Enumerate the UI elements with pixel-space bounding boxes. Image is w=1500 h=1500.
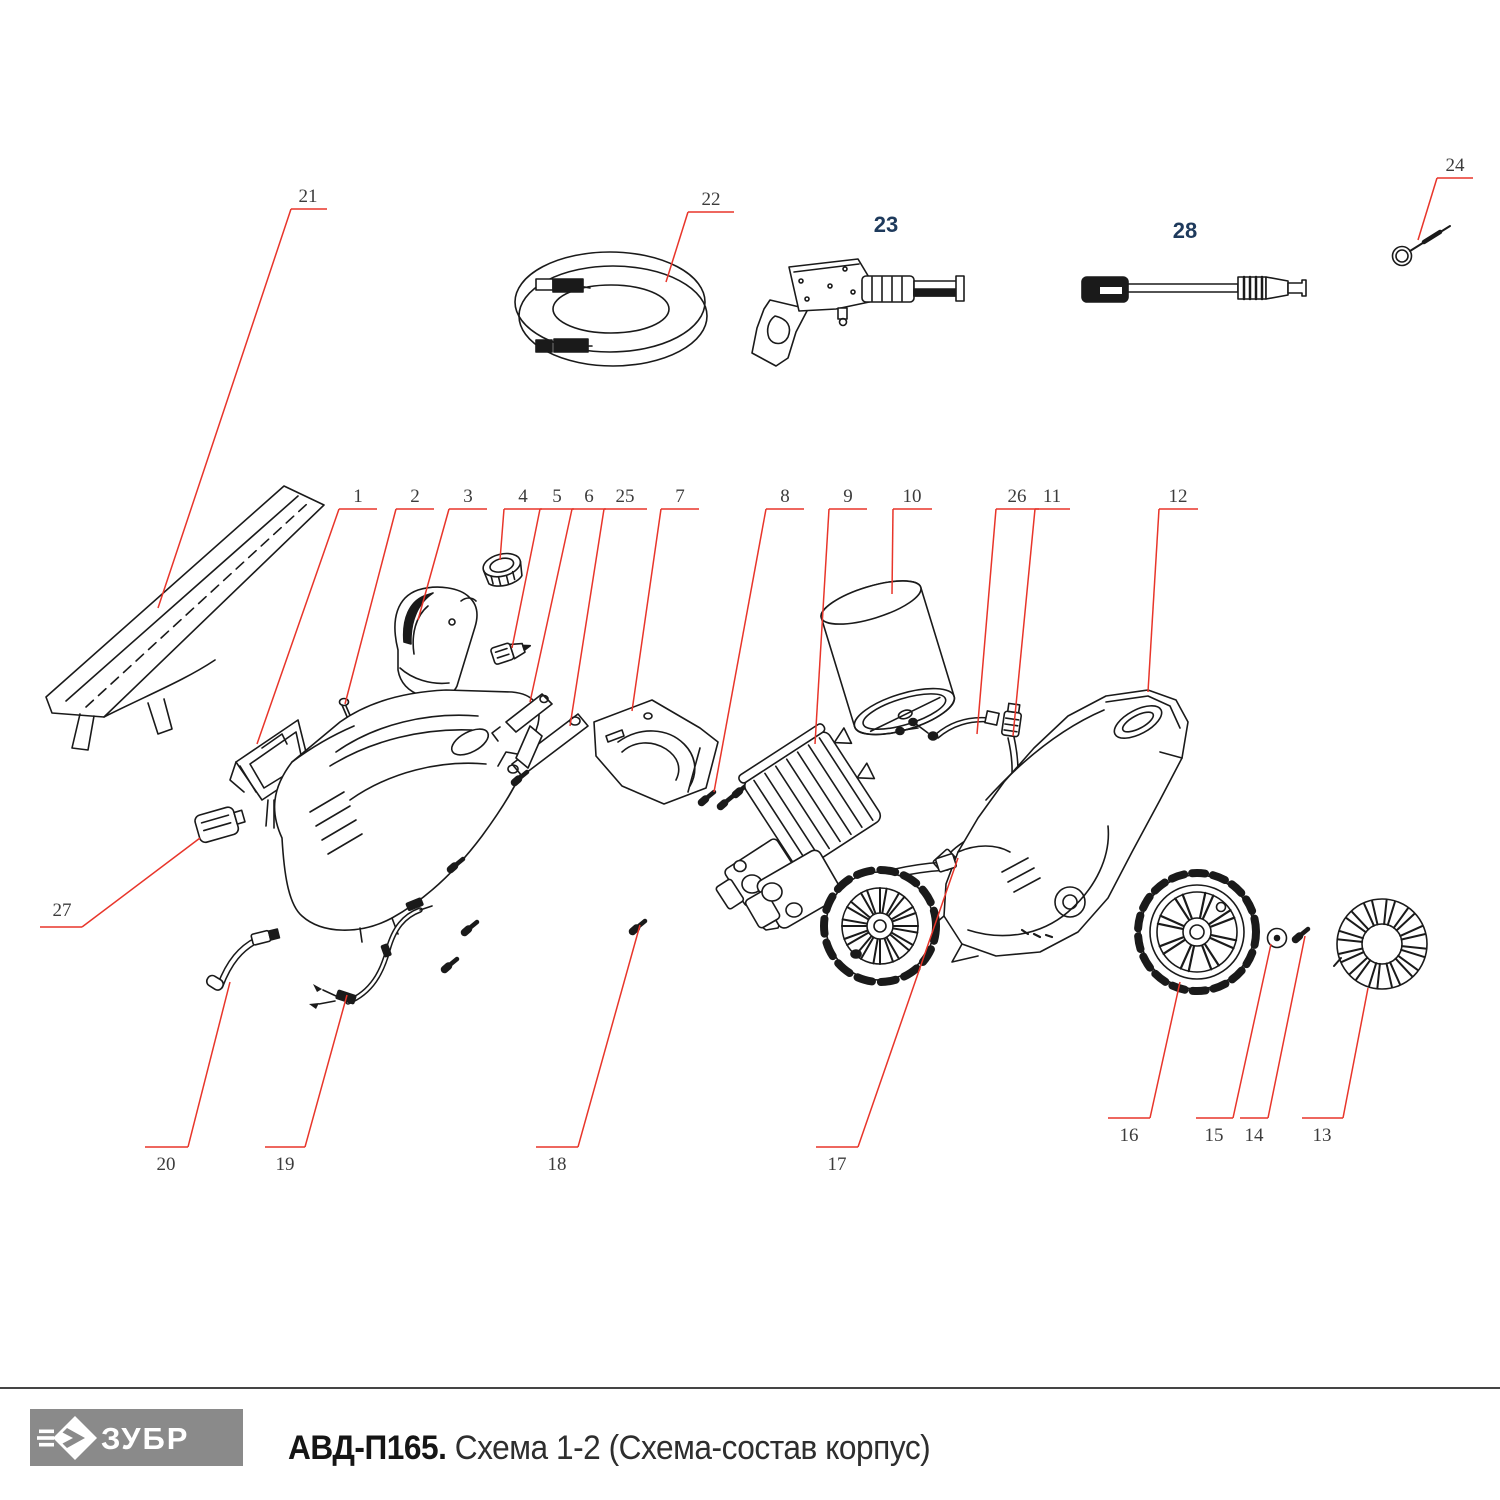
leader-line xyxy=(1343,988,1368,1118)
model-name: АВД-П165. xyxy=(288,1429,447,1467)
part-clip xyxy=(194,804,248,844)
part-wheel xyxy=(1138,873,1256,991)
callout-number: 27 xyxy=(52,900,72,921)
callout-24-cleaning-pin xyxy=(1418,155,1473,240)
callout-26-wire-assembly xyxy=(977,486,1039,734)
logo-bar-icon xyxy=(39,1429,54,1433)
part-high-pressure-hose xyxy=(515,252,707,366)
callout-number: 21 xyxy=(298,186,318,207)
leader-line xyxy=(632,509,661,711)
leader-line xyxy=(1268,936,1305,1118)
part-motor-cover xyxy=(817,572,960,744)
callout-number: 1 xyxy=(353,486,363,507)
leader-line xyxy=(1150,982,1180,1118)
callout-7-mounting-plate xyxy=(632,486,699,711)
part-detergent-tank xyxy=(395,587,477,698)
callout-12-right-housing-half xyxy=(1148,486,1198,692)
leader-line xyxy=(188,982,230,1147)
part-screw-14 xyxy=(1296,929,1309,940)
callout-number: 14 xyxy=(1244,1125,1264,1146)
brand-logo-graphic xyxy=(37,1415,237,1461)
callout-number: 10 xyxy=(902,486,922,507)
part-mounting-plate xyxy=(594,700,718,804)
callout-number: 22 xyxy=(701,189,721,210)
leader-line xyxy=(82,838,200,927)
callout-number: 12 xyxy=(1168,486,1188,507)
leader-line xyxy=(1148,509,1159,692)
callout-number: 13 xyxy=(1312,1125,1332,1146)
brand-logo xyxy=(30,1409,243,1466)
leader-line xyxy=(1013,509,1035,736)
callout-number: 15 xyxy=(1204,1125,1224,1146)
callout-number: 28 xyxy=(1172,218,1198,243)
leader-line xyxy=(345,509,396,704)
leader-line xyxy=(305,995,347,1147)
callout-number: 5 xyxy=(552,486,562,507)
callout-11-outlet-hose xyxy=(1013,486,1070,736)
callout-28-spray-lance xyxy=(1173,218,1197,243)
callout-6-bracket-arm xyxy=(530,486,606,702)
callout-22-high-pressure-hose xyxy=(666,189,734,282)
leader-line xyxy=(570,509,604,726)
callout-number: 8 xyxy=(780,486,790,507)
callout-4-tank-cap xyxy=(500,486,542,560)
brand-logo-text: ЗУБР xyxy=(100,1420,189,1456)
callout-16-wheel xyxy=(1108,982,1180,1146)
callout-27-clip xyxy=(40,838,200,927)
callout-number: 25 xyxy=(615,486,635,507)
callout-number: 18 xyxy=(547,1154,567,1175)
part-spray-lance xyxy=(1082,277,1306,302)
callout-23-spray-gun xyxy=(874,212,898,237)
callout-10-motor-cover xyxy=(892,486,932,594)
callout-20-short-hose xyxy=(145,982,230,1175)
callout-number: 17 xyxy=(827,1154,847,1175)
part-short-hose xyxy=(205,928,280,992)
callout-number: 9 xyxy=(843,486,853,507)
leader-line xyxy=(500,509,504,560)
callout-number: 23 xyxy=(873,212,899,237)
part-tank-cap xyxy=(481,550,526,590)
callout-number: 2 xyxy=(410,486,420,507)
footer-separator xyxy=(0,1387,1500,1389)
callout-number: 26 xyxy=(1007,486,1027,507)
callout-number: 7 xyxy=(675,486,685,507)
callout-number: 11 xyxy=(1042,486,1062,507)
callout-number: 4 xyxy=(518,486,528,507)
callout-number: 6 xyxy=(584,486,594,507)
schema-subtitle: Схема 1-2 (Схема-состав корпус) xyxy=(454,1429,931,1467)
leader-line xyxy=(714,509,766,792)
logo-bar-icon xyxy=(39,1442,54,1446)
callout-18-screw xyxy=(536,925,640,1175)
leader-line xyxy=(892,509,893,594)
callout-number: 20 xyxy=(156,1154,176,1175)
callout-number: 19 xyxy=(275,1154,295,1175)
callout-number: 3 xyxy=(463,486,473,507)
leader-line xyxy=(977,509,996,734)
leader-line xyxy=(1418,178,1437,240)
leader-line xyxy=(578,925,640,1147)
callout-layer xyxy=(40,155,1473,1175)
leader-line xyxy=(530,509,572,702)
part-wheel-cap xyxy=(1334,899,1427,989)
callout-13-wheel-cap xyxy=(1302,988,1368,1146)
part-nozzle-holder xyxy=(490,637,532,665)
part-spray-gun xyxy=(752,259,964,366)
callout-number: 24 xyxy=(1445,155,1465,176)
leader-line xyxy=(512,509,540,648)
logo-bar-icon xyxy=(37,1436,54,1440)
callout-19-power-cord xyxy=(265,995,347,1175)
callout-number: 16 xyxy=(1119,1125,1139,1146)
footer-title xyxy=(288,1429,930,1468)
